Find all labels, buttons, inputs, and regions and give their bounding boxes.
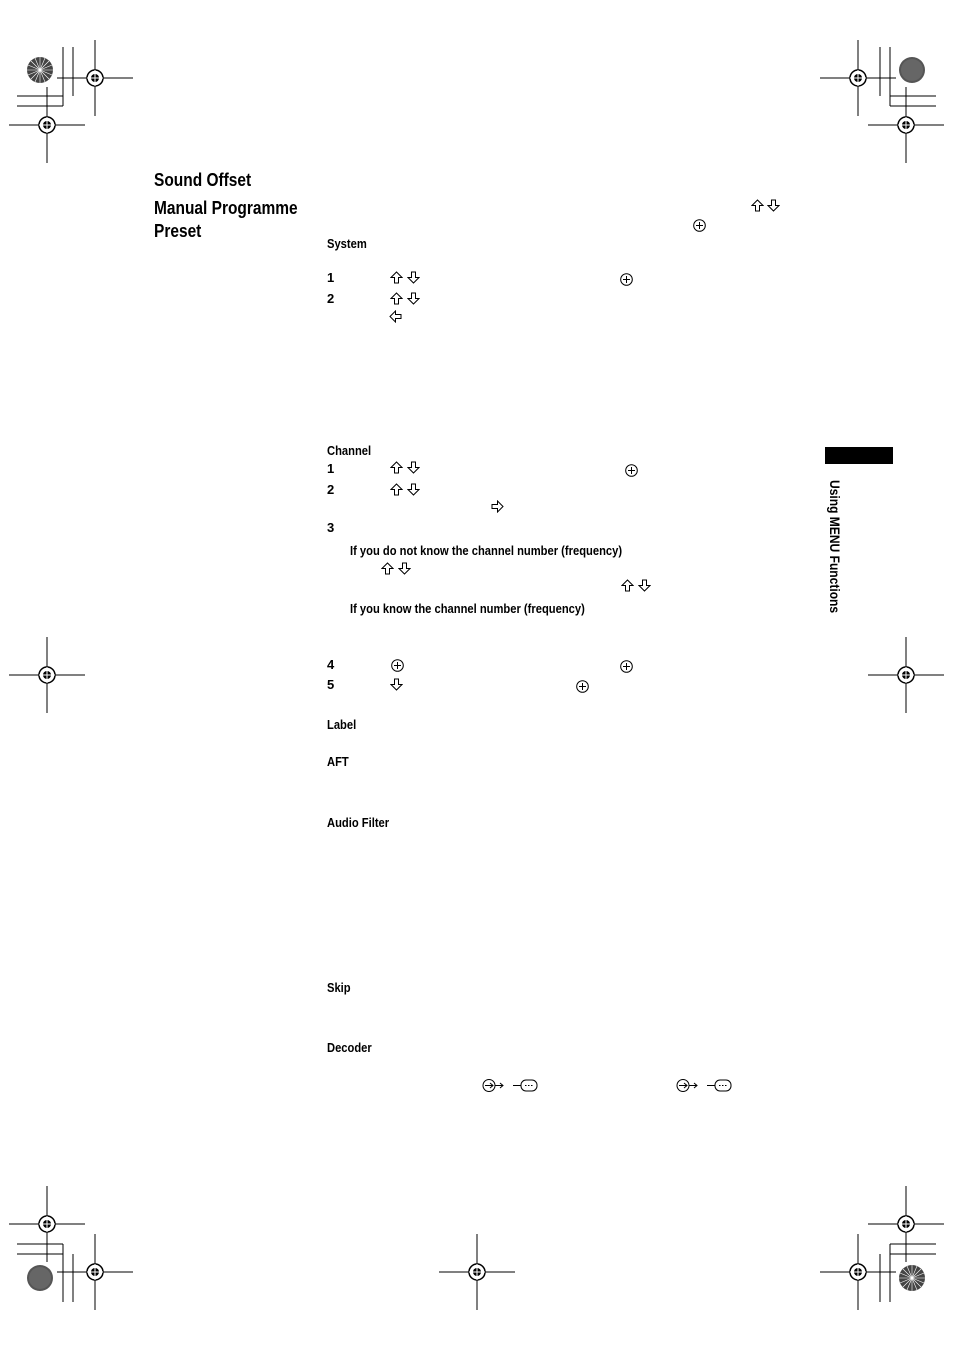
note-known-channel: If you know the channel number (frequency) bbox=[350, 601, 585, 616]
down-arrow-icon bbox=[398, 562, 411, 575]
ok-button-icon bbox=[693, 219, 706, 232]
up-arrow-icon bbox=[390, 461, 403, 474]
av-input-output-icon bbox=[675, 1078, 733, 1093]
ok-button-icon bbox=[620, 660, 633, 673]
step-number: 2 bbox=[327, 291, 335, 306]
section-tab-marker bbox=[825, 447, 893, 464]
section-side-label-text: Using MENU Functions bbox=[827, 480, 843, 614]
step-number: 3 bbox=[327, 520, 335, 535]
down-arrow-icon bbox=[638, 579, 651, 592]
step-number: 5 bbox=[327, 677, 335, 692]
heading-sound-offset: Sound Offset bbox=[154, 170, 252, 190]
up-arrow-icon bbox=[390, 292, 403, 305]
up-arrow-icon bbox=[751, 199, 764, 212]
crop-mark-bottom-right bbox=[820, 1186, 944, 1310]
registration-mark-bottom-center bbox=[439, 1234, 515, 1310]
up-arrow-icon bbox=[390, 483, 403, 496]
ok-button-icon bbox=[576, 680, 589, 693]
ok-button-icon bbox=[391, 659, 404, 672]
label-label: Label bbox=[327, 717, 357, 732]
up-arrow-icon bbox=[390, 271, 403, 284]
step-number: 2 bbox=[327, 482, 335, 497]
registration-mark-left bbox=[9, 637, 85, 713]
step-number: 4 bbox=[327, 657, 335, 672]
down-arrow-icon bbox=[390, 678, 403, 691]
label-decoder: Decoder bbox=[327, 1040, 372, 1055]
section-side-label bbox=[826, 480, 846, 650]
right-arrow-icon bbox=[491, 500, 504, 513]
ok-button-icon bbox=[625, 464, 638, 477]
label-aft: AFT bbox=[327, 754, 349, 769]
down-arrow-icon bbox=[407, 483, 420, 496]
down-arrow-icon bbox=[767, 199, 780, 212]
down-arrow-icon bbox=[407, 292, 420, 305]
label-system: System bbox=[327, 236, 367, 251]
heading-manual-programme-preset-line2: Preset bbox=[154, 221, 202, 241]
up-arrow-icon bbox=[381, 562, 394, 575]
up-arrow-icon bbox=[621, 579, 634, 592]
label-channel: Channel bbox=[327, 443, 372, 458]
step-number: 1 bbox=[327, 461, 335, 476]
label-audio-filter: Audio Filter bbox=[327, 815, 390, 830]
ok-button-icon bbox=[620, 273, 633, 286]
crop-mark-bottom-left bbox=[9, 1186, 133, 1310]
heading-manual-programme-preset: Manual Programme bbox=[154, 198, 298, 218]
crop-mark-top-left bbox=[9, 40, 133, 163]
registration-mark-right bbox=[868, 637, 944, 713]
crop-mark-top-right bbox=[820, 40, 944, 163]
down-arrow-icon bbox=[407, 461, 420, 474]
step-number: 1 bbox=[327, 270, 335, 285]
down-arrow-icon bbox=[407, 271, 420, 284]
av-input-output-icon bbox=[481, 1078, 539, 1093]
note-unknown-channel: If you do not know the channel number (frequency) bbox=[350, 543, 623, 558]
left-arrow-icon bbox=[389, 310, 402, 323]
label-skip: Skip bbox=[327, 980, 351, 995]
